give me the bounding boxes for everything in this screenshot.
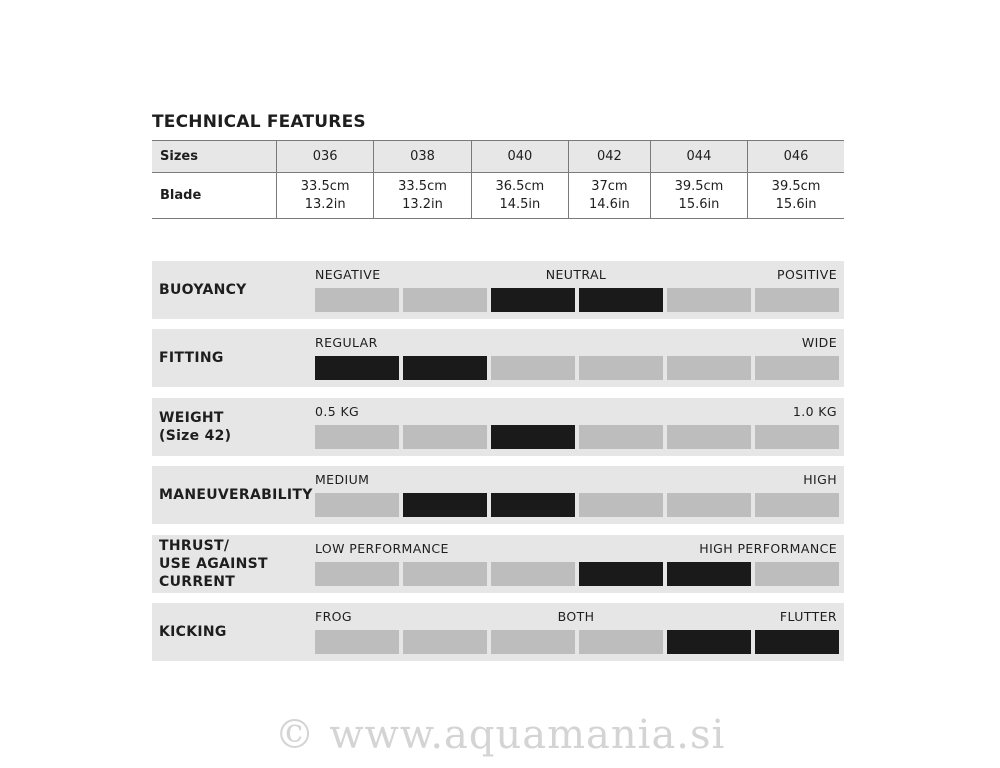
blade-in: 13.2in [402,196,443,212]
scale-left: LOW PERFORMANCE [315,541,449,556]
feature-scale [315,335,837,351]
feature-fitting [152,329,844,387]
feature-kicking [152,603,844,661]
blade-cell [569,173,651,219]
blade-in: 13.2in [304,196,346,212]
blade-cm: 39.5cm [674,178,724,194]
rating-segment-active [491,493,575,517]
blade-cell [471,173,568,219]
size-cell: 044 [650,141,747,173]
rating-segment-active [403,493,487,517]
blade-cell [650,173,747,219]
size-cell: 042 [569,141,651,173]
blade-cm: 37cm [591,178,628,194]
rating-segment-active [315,356,399,380]
scale-left: 0.5 KG [315,404,360,419]
feature-buoyancy [152,261,844,319]
blade-cell [374,173,471,219]
feature-label: MANEUVERABILITY [159,487,313,503]
rating-segment [491,562,575,586]
rating-bars [315,356,839,380]
scale-right: HIGH PERFORMANCE [699,541,837,556]
rating-segment [315,288,399,312]
rating-segment [755,562,839,586]
rating-segment [403,562,487,586]
rating-bars [315,562,839,586]
blade-row-label: Blade [152,173,277,219]
rating-bars [315,288,839,312]
blade-row [152,173,844,219]
rating-segment [315,493,399,517]
feature-label: FITTING [159,350,224,366]
blade-in: 14.5in [499,196,541,212]
rating-segment [579,356,663,380]
scale-left: REGULAR [315,335,378,350]
rating-segment [579,630,663,654]
rating-segment [755,493,839,517]
size-cell: 040 [471,141,568,173]
blade-cm: 33.5cm [300,178,350,194]
rating-segment [491,356,575,380]
rating-segment [579,425,663,449]
sizes-table [152,140,844,219]
rating-segment-active [403,356,487,380]
rating-segment [315,562,399,586]
rating-segment-active [491,288,575,312]
feature-weight [152,398,844,456]
watermark: © www.aquamania.si [274,712,726,758]
size-cell: 036 [277,141,374,173]
rating-segment [403,425,487,449]
scale-right: WIDE [801,335,837,350]
rating-bars [315,630,839,654]
feature-scale [315,267,837,283]
scale-mid: NEUTRAL [545,267,607,282]
rating-segment [403,630,487,654]
feature-scale [315,541,837,557]
sizes-row [152,141,844,173]
scale-left: MEDIUM [315,472,370,487]
rating-segment [579,493,663,517]
rating-segment [403,288,487,312]
feature-thrust [152,535,844,593]
rating-segment-active [667,562,751,586]
section-title: TECHNICAL FEATURES [152,112,366,132]
feature-label: WEIGHT (Size 42) [159,410,232,444]
rating-segment-active [491,425,575,449]
size-cell: 046 [748,141,844,173]
blade-in: 15.6in [775,196,817,212]
blade-cm: 39.5cm [771,178,821,194]
rating-bars [315,425,839,449]
blade-cell [748,173,844,219]
scale-right: POSITIVE [777,267,837,282]
rating-segment-active [579,562,663,586]
feature-scale [315,404,837,420]
feature-label: THRUST/ USE AGAINST CURRENT [159,538,268,590]
rating-segment [667,356,751,380]
blade-in: 14.6in [589,196,630,212]
rating-segment [755,356,839,380]
rating-segment-active [755,630,839,654]
rating-segment [315,425,399,449]
feature-scale [315,609,837,625]
rating-segment [667,493,751,517]
size-cell: 038 [374,141,471,173]
sizes-row-label: Sizes [152,141,277,173]
feature-label: BUOYANCY [159,282,247,298]
rating-segment [755,288,839,312]
feature-scale [315,472,837,488]
scale-right: HIGH [803,472,837,487]
scale-left: NEGATIVE [315,267,381,282]
rating-segment [315,630,399,654]
scale-mid: BOTH [557,609,595,624]
rating-segment [755,425,839,449]
scale-right: FLUTTER [779,609,837,624]
feature-maneuverability [152,466,844,524]
rating-bars [315,493,839,517]
blade-in: 15.6in [678,196,720,212]
scale-left: FROG [315,609,353,624]
feature-label: KICKING [159,624,227,640]
scale-right: 1.0 KG [792,404,837,419]
rating-segment [667,288,751,312]
rating-segment [491,630,575,654]
blade-cm: 36.5cm [495,178,545,194]
blade-cell [277,173,374,219]
rating-segment-active [667,630,751,654]
blade-cm: 33.5cm [398,178,447,194]
rating-segment-active [579,288,663,312]
rating-segment [667,425,751,449]
